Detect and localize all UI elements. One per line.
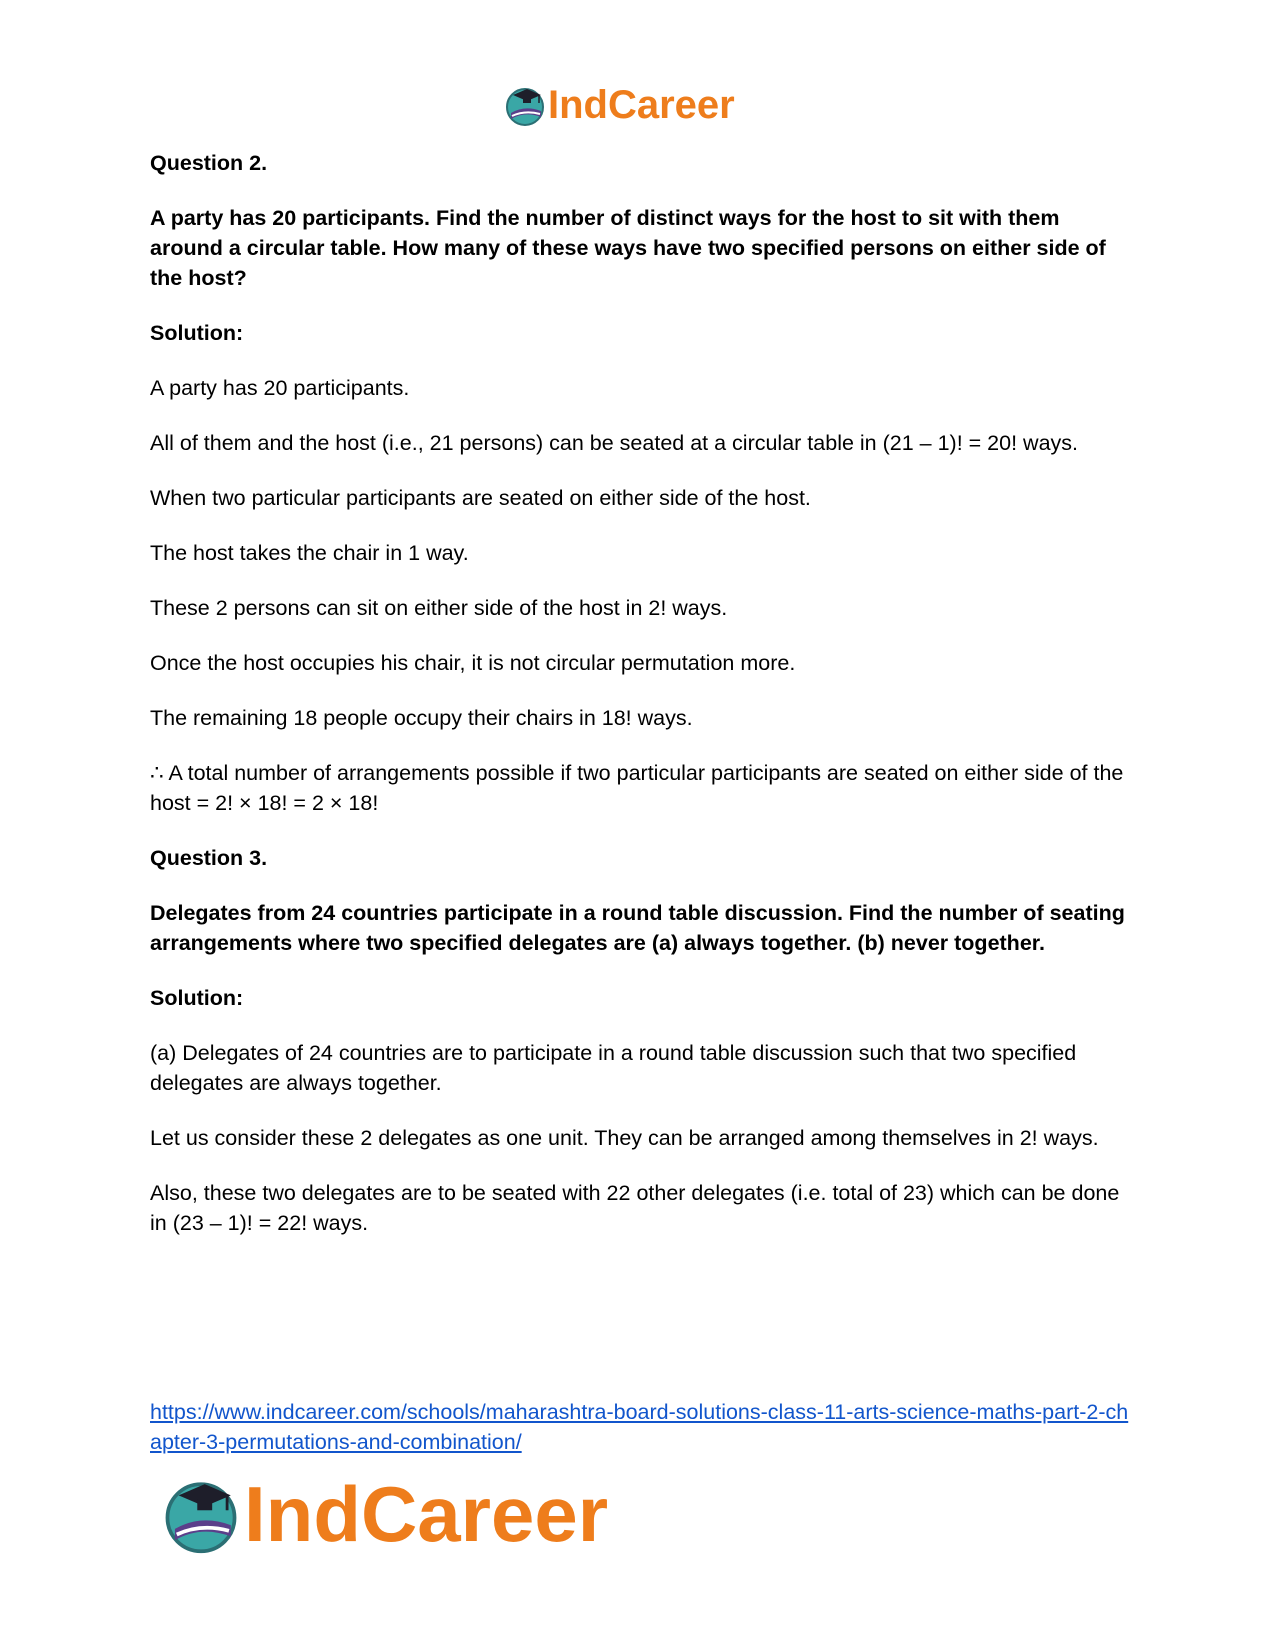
- logo-text: IndCareer: [244, 1470, 609, 1558]
- document-body: [150, 148, 1125, 1263]
- graduation-globe-icon: [160, 1473, 242, 1555]
- question-2-title: Question 2.: [150, 151, 268, 175]
- solution-line: Also, these two delegates are to be seated with 22 other delegates (i.e. total of 23) which can be done in (23 – 1)! = 22! ways.: [150, 1181, 1120, 1235]
- solution-line: Once the host occupies his chair, it is not circular permutation more.: [150, 651, 796, 675]
- footer-logo: [160, 1468, 608, 1560]
- solution-line: All of them and the host (i.e., 21 persons) can be seated at a circular table in (21 – 1)! = 20! ways.: [150, 431, 1078, 455]
- solution-line: The host takes the chair in 1 way.: [150, 541, 469, 565]
- solution-line: (a) Delegates of 24 countries are to participate in a round table discussion such that two specified delegates are always together.: [150, 1041, 1077, 1095]
- question-3-text: Delegates from 24 countries participate in a round table discussion. Find the number of seating arrangements where two specified delegates are (a) always together. (b) never together.: [150, 901, 1125, 955]
- graduation-globe-icon: [503, 83, 547, 127]
- question-3-title: Question 3.: [150, 846, 268, 870]
- source-link-block: [150, 1397, 1130, 1457]
- solution-label: Solution:: [150, 321, 244, 345]
- solution-line: A party has 20 participants.: [150, 376, 410, 400]
- solution-label: Solution:: [150, 986, 244, 1010]
- solution-line: When two particular participants are seated on either side of the host.: [150, 486, 811, 510]
- question-2-text: A party has 20 participants. Find the number of distinct ways for the host to sit with them around a circular table. How many of these ways have two specified persons on either side of the host?: [150, 206, 1106, 290]
- solution-line: ∴ A total number of arrangements possible if two particular participants are seated on either side of the host = 2! × 18! = 2 × 18!: [150, 761, 1124, 815]
- solution-line: These 2 persons can sit on either side of the host in 2! ways.: [150, 596, 728, 620]
- source-link[interactable]: https://www.indcareer.com/schools/maharashtra-board-solutions-class-11-arts-science-maths-part-2-chapter-3-permutations-and-combination/: [150, 1400, 1129, 1454]
- header-logo: [503, 80, 735, 130]
- solution-line: The remaining 18 people occupy their chairs in 18! ways.: [150, 706, 693, 730]
- solution-line: Let us consider these 2 delegates as one unit. They can be arranged among themselves in 2! ways.: [150, 1126, 1099, 1150]
- logo-text: IndCareer: [548, 83, 735, 127]
